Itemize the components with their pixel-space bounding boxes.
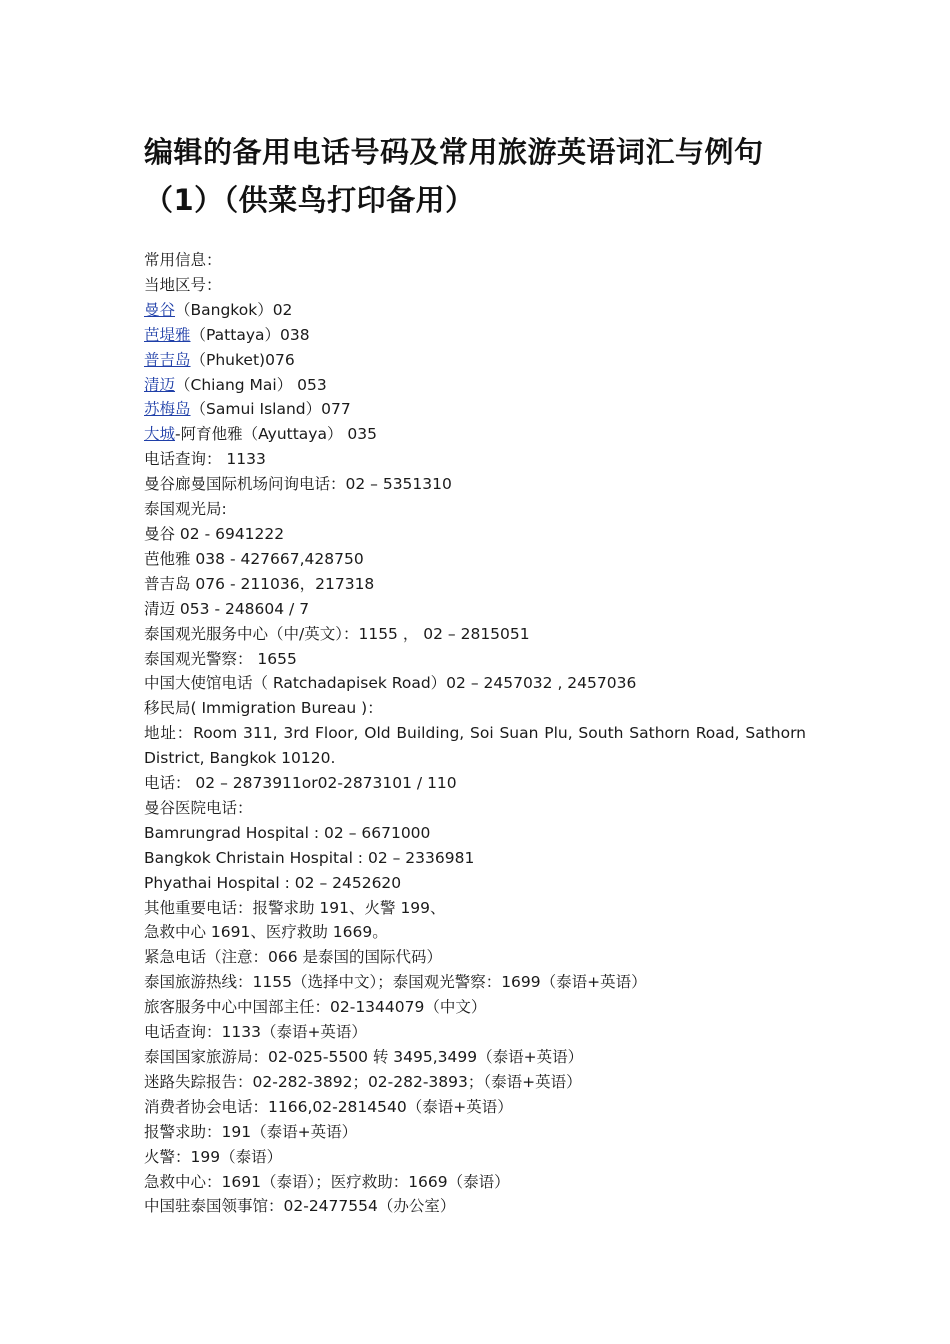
line-text: （Chiang Mai） 053	[175, 375, 327, 394]
text-line	[144, 995, 806, 1020]
text-line	[144, 671, 806, 696]
line-text: Bangkok Christain Hospital : 02 – 2336981	[144, 848, 475, 867]
text-line	[144, 547, 806, 572]
text-line	[144, 920, 806, 945]
document-page	[144, 128, 806, 1219]
place-link[interactable]: 清迈	[144, 375, 176, 394]
place-link[interactable]: 曼谷	[144, 300, 176, 319]
line-text: 芭他雅 038 - 427667,428750	[144, 549, 364, 568]
place-link[interactable]: 芭堤雅	[144, 325, 191, 344]
line-text: 常用信息：	[144, 251, 222, 269]
line-text: Bamrungrad Hospital : 02 – 6671000	[144, 823, 431, 842]
place-link[interactable]: 苏梅岛	[144, 400, 191, 419]
line-text: 当地区号：	[144, 275, 222, 294]
text-line	[144, 771, 806, 796]
line-text: 泰国国家旅游局：02-025-5500 转 3495,3499（泰语+英语）	[144, 1048, 584, 1066]
text-line	[144, 721, 806, 771]
document-title: 编辑的备用电话号码及常用旅游英语词汇与例句（1）（供菜鸟打印备用）	[144, 135, 764, 217]
document-body	[144, 248, 806, 1219]
text-line	[144, 1020, 806, 1045]
line-text: 电话查询： 1133	[144, 450, 266, 469]
text-line	[144, 796, 806, 821]
text-line	[144, 846, 806, 871]
text-line	[144, 1120, 806, 1145]
place-link[interactable]: 普吉岛	[144, 350, 191, 369]
text-line	[144, 696, 806, 721]
line-text: 中国大使馆电话（ Ratchadapisek Road）02 – 2457032 , 2457036	[144, 674, 637, 693]
line-text: 移民局( Immigration Bureau )：	[144, 699, 383, 718]
text-line	[144, 422, 806, 447]
line-text: （Samui Island）077	[190, 400, 351, 419]
line-text: 旅客服务中心中国部主任：02-1344079（中文）	[144, 998, 487, 1017]
line-text: 泰国观光警察： 1655	[144, 649, 297, 668]
text-line	[144, 1045, 806, 1070]
line-text: 电话查询：1133（泰语+英语）	[144, 1023, 367, 1042]
line-text: （Pattaya）038	[190, 325, 310, 344]
text-line	[144, 497, 806, 522]
line-text: 曼谷廊曼国际机场问询电话：02 – 5351310	[144, 475, 452, 494]
line-text: Phyathai Hospital : 02 – 2452620	[144, 873, 402, 892]
line-text: 清迈 053 - 248604 / 7	[144, 599, 310, 618]
text-line	[144, 821, 806, 846]
text-line	[144, 970, 806, 995]
text-line	[144, 1170, 806, 1195]
line-text: 报警求助：191（泰语+英语）	[144, 1122, 358, 1141]
text-line	[144, 1095, 806, 1120]
text-line	[144, 447, 806, 472]
line-text: 曼谷医院电话：	[144, 798, 253, 817]
text-line	[144, 273, 806, 298]
line-text: 曼谷 02 - 6941222	[144, 524, 285, 543]
line-text: 急救中心：1691（泰语）；医疗救助：1669（泰语）	[144, 1172, 510, 1191]
line-text: 其他重要电话：报警求助 191、火警 199、	[144, 898, 446, 917]
text-line	[144, 597, 806, 622]
text-line	[144, 472, 806, 497]
text-line	[144, 572, 806, 597]
line-text: 消费者协会电话：1166,02-2814540（泰语+英语）	[144, 1097, 513, 1116]
text-line	[144, 373, 806, 398]
text-line	[144, 298, 806, 323]
line-text: 火警：199（泰语）	[144, 1147, 283, 1166]
line-text: （Phuket)076	[190, 350, 295, 369]
text-line	[144, 622, 806, 647]
text-line	[144, 323, 806, 348]
place-link[interactable]: 大城	[144, 425, 176, 444]
line-text: 泰国观光局:	[144, 500, 227, 519]
text-line	[144, 1145, 806, 1170]
line-text: 中国驻泰国领事馆：02-2477554（办公室）	[144, 1197, 456, 1216]
line-text: -阿育他雅（Ayuttaya） 035	[175, 425, 377, 444]
line-text: 地址：Room 311, 3rd Floor, Old Building, Soi Suan Plu, South Sathorn Road, Sathorn District, Bangkok 10120.	[144, 724, 806, 768]
text-line	[144, 248, 806, 273]
line-text: 普吉岛 076 - 211036，217318	[144, 574, 375, 593]
line-text: 电话： 02 – 2873911or02-2873101 / 110	[144, 774, 457, 793]
text-line	[144, 522, 806, 547]
text-line	[144, 1194, 806, 1219]
line-text: 迷路失踪报告：02-282-3892；02-282-3893；（泰语+英语）	[144, 1072, 582, 1091]
text-line	[144, 397, 806, 422]
text-line	[144, 1070, 806, 1095]
line-text: （Bangkok）02	[175, 300, 293, 319]
line-text: 急救中心 1691、医疗救助 1669。	[144, 923, 388, 942]
text-line	[144, 647, 806, 672]
text-line	[144, 871, 806, 896]
text-line	[144, 896, 806, 921]
line-text: 泰国旅游热线：1155（选择中文）；泰国观光警察：1699（泰语+英语）	[144, 973, 647, 992]
text-line	[144, 945, 806, 970]
line-text: 泰国观光服务中心（中/英文）：1155 ， 02 – 2815051	[144, 624, 530, 643]
line-text: 紧急电话（注意：066 是泰国的国际代码）	[144, 948, 443, 967]
text-line	[144, 348, 806, 373]
